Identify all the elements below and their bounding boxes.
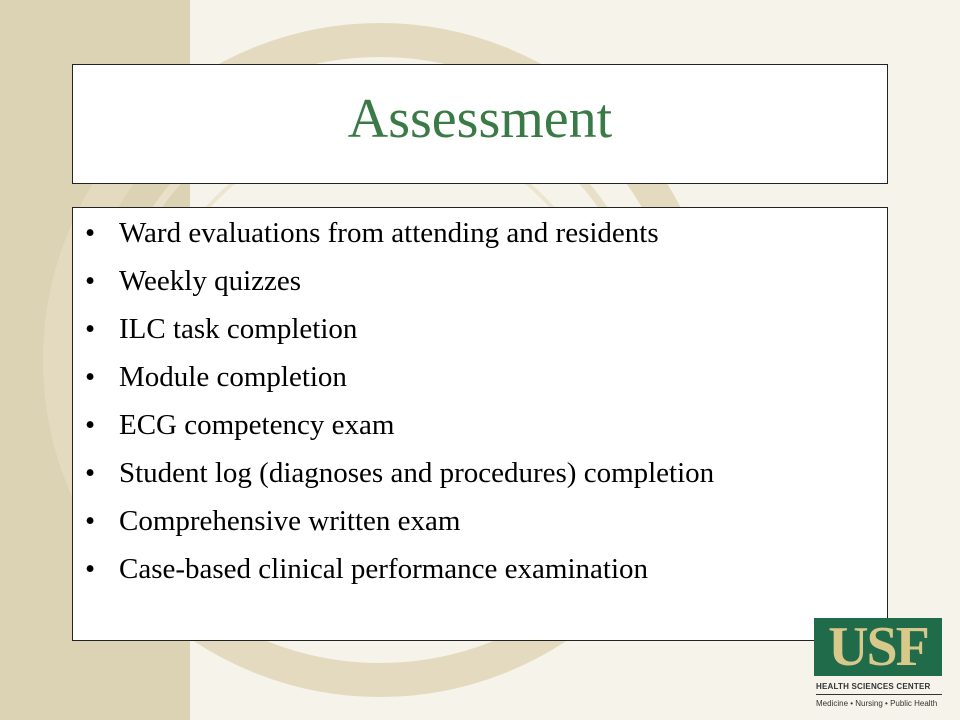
usf-logo-mark: USF [814, 618, 942, 676]
bullet-marker: • [85, 553, 96, 585]
bullet-marker: • [85, 505, 96, 537]
title-box [72, 64, 888, 184]
bullet-marker: • [85, 313, 96, 345]
content-box [72, 207, 888, 641]
bullet-item [73, 266, 887, 297]
bullet-text: Weekly quizzes [119, 265, 302, 297]
bullet-marker: • [85, 265, 96, 297]
bullet-item [73, 458, 887, 489]
bullet-text: Comprehensive written exam [119, 505, 461, 537]
logo-tagline: Medicine • Nursing • Public Health [816, 699, 938, 708]
bullet-item [73, 218, 887, 249]
bullet-text: ILC task completion [119, 313, 358, 345]
bullet-item [73, 410, 887, 441]
bullet-text: Case-based clinical performance examination [119, 553, 649, 585]
bullet-text: Module completion [119, 361, 347, 393]
bullet-text: Student log (diagnoses and procedures) completion [119, 457, 715, 489]
bullet-marker: • [85, 457, 96, 489]
logo-divider [816, 694, 942, 695]
bullet-text: ECG competency exam [119, 409, 395, 441]
bullet-item [73, 362, 887, 393]
bullet-item [73, 506, 887, 537]
bullet-marker: • [85, 217, 96, 249]
bullet-text: Ward evaluations from attending and residents [119, 217, 659, 249]
bullet-list [73, 208, 887, 585]
bullet-marker: • [85, 361, 96, 393]
slide-title: Assessment [347, 88, 613, 150]
bullet-item [73, 314, 887, 345]
usf-logo [814, 618, 946, 714]
bullet-marker: • [85, 409, 96, 441]
bullet-item [73, 554, 887, 585]
logo-subtitle: HEALTH SCIENCES CENTER [816, 682, 931, 691]
